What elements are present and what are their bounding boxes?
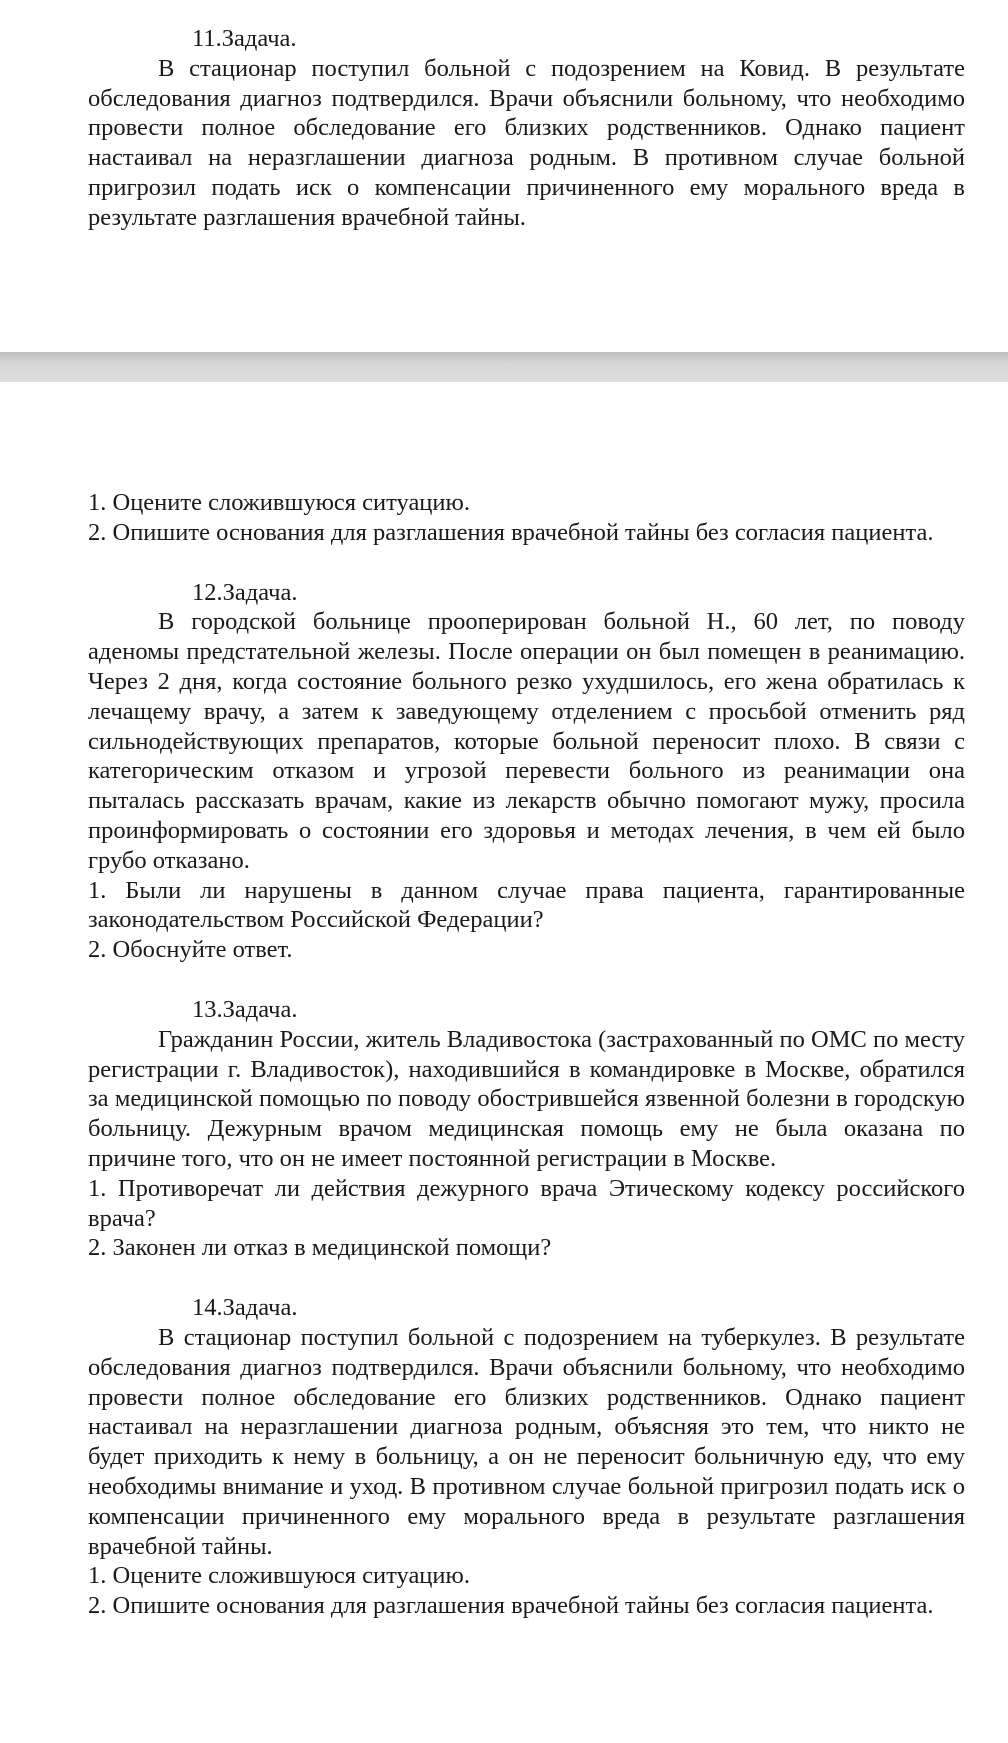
question: 2. Опишите основания для разглашения врачебной тайны без согласия пациента. xyxy=(88,1592,934,1620)
task-text: В стационар поступил больной с подозрением на Ковид. В результате обследования диагноз подтвердился. Врачи объяснили больному, что необходимо провести полное обследование его близких родственников. Однако пациент настаивал на неразглашении диагноза родным. В противном случае больной пригрозил подать иск о компенсации причиненного ему морального вреда в результате разглашения врачебной тайны. xyxy=(88,54,965,231)
task-11 xyxy=(88,24,965,233)
question: 2. Обоснуйте ответ. xyxy=(88,936,293,964)
question: 1. Оцените сложившуюся ситуацию. xyxy=(88,489,470,516)
question: 1. Оцените сложившуюся ситуацию. xyxy=(88,1562,470,1590)
task-title: 11.Задача. xyxy=(192,25,297,52)
task-content xyxy=(88,488,965,1621)
task-title: 13.Задача. xyxy=(192,995,298,1023)
page-separator xyxy=(0,352,1008,382)
task-text: В городской больнице прооперирован больной Н., 60 лет, по поводу аденомы предстательной железы. После операции он был помещен в реанимацию. Через 2 дня, когда состояние больного резко ухудшилось, его жена обратилась к лечащему врачу, а затем к заведующему отделением с просьбой отменить ряд сильнодействующих препаратов, которые больной переносит плохо. В связи с категорическим отказом и угрозой перевести больного из реанимации она пыталась рассказать врачам, какие из лекарств обычно помогают мужу, просила проинформировать о состоянии его здоровья и методах лечения, в чем ей было грубо отказано. xyxy=(88,608,965,874)
question: 1. Противоречат ли действия дежурного врача Этическому кодексу российского врача? xyxy=(88,1174,965,1232)
task-text: Гражданин России, житель Владивостока (застрахованный по ОМС по месту регистрации г. Владивосток), находившийся в командировке в Москве, обратился за медицинской помощью по поводу обострившейся язвенной болезни в городскую больницу. Дежурным врачом медицинская помощь ему не была оказана по причине того, что он не имеет постоянной регистрации в Москве. xyxy=(88,1025,965,1172)
question: 1. Были ли нарушены в данном случае права пациента, гарантированные законодательством Российской Федерации? xyxy=(88,876,965,934)
task-title: 12.Задача. xyxy=(192,578,298,606)
task-title: 14.Задача. xyxy=(192,1294,298,1322)
document-page-bottom xyxy=(0,382,1008,1743)
document-page-top xyxy=(0,0,1008,352)
question: 2. Опишите основания для разглашения врачебной тайны без согласия пациента. xyxy=(88,518,934,546)
task-text: В стационар поступил больной с подозрением на туберкулез. В результате обследования диагноз подтвердился. Врачи объяснили больному, что необходимо провести полное обследование его близких родственников. Однако пациент настаивал на неразглашении диагноза родным, объясняя это тем, что никто не будет приходить к нему в больницу, а он не переносит больничную еду, что ему необходимы внимание и уход. В противном случае больной пригрозил подать иск о компенсации причиненного ему морального вреда в результате разглашения врачебной тайны. xyxy=(88,1323,965,1560)
question: 2. Законен ли отказ в медицинской помощи? xyxy=(88,1234,552,1262)
